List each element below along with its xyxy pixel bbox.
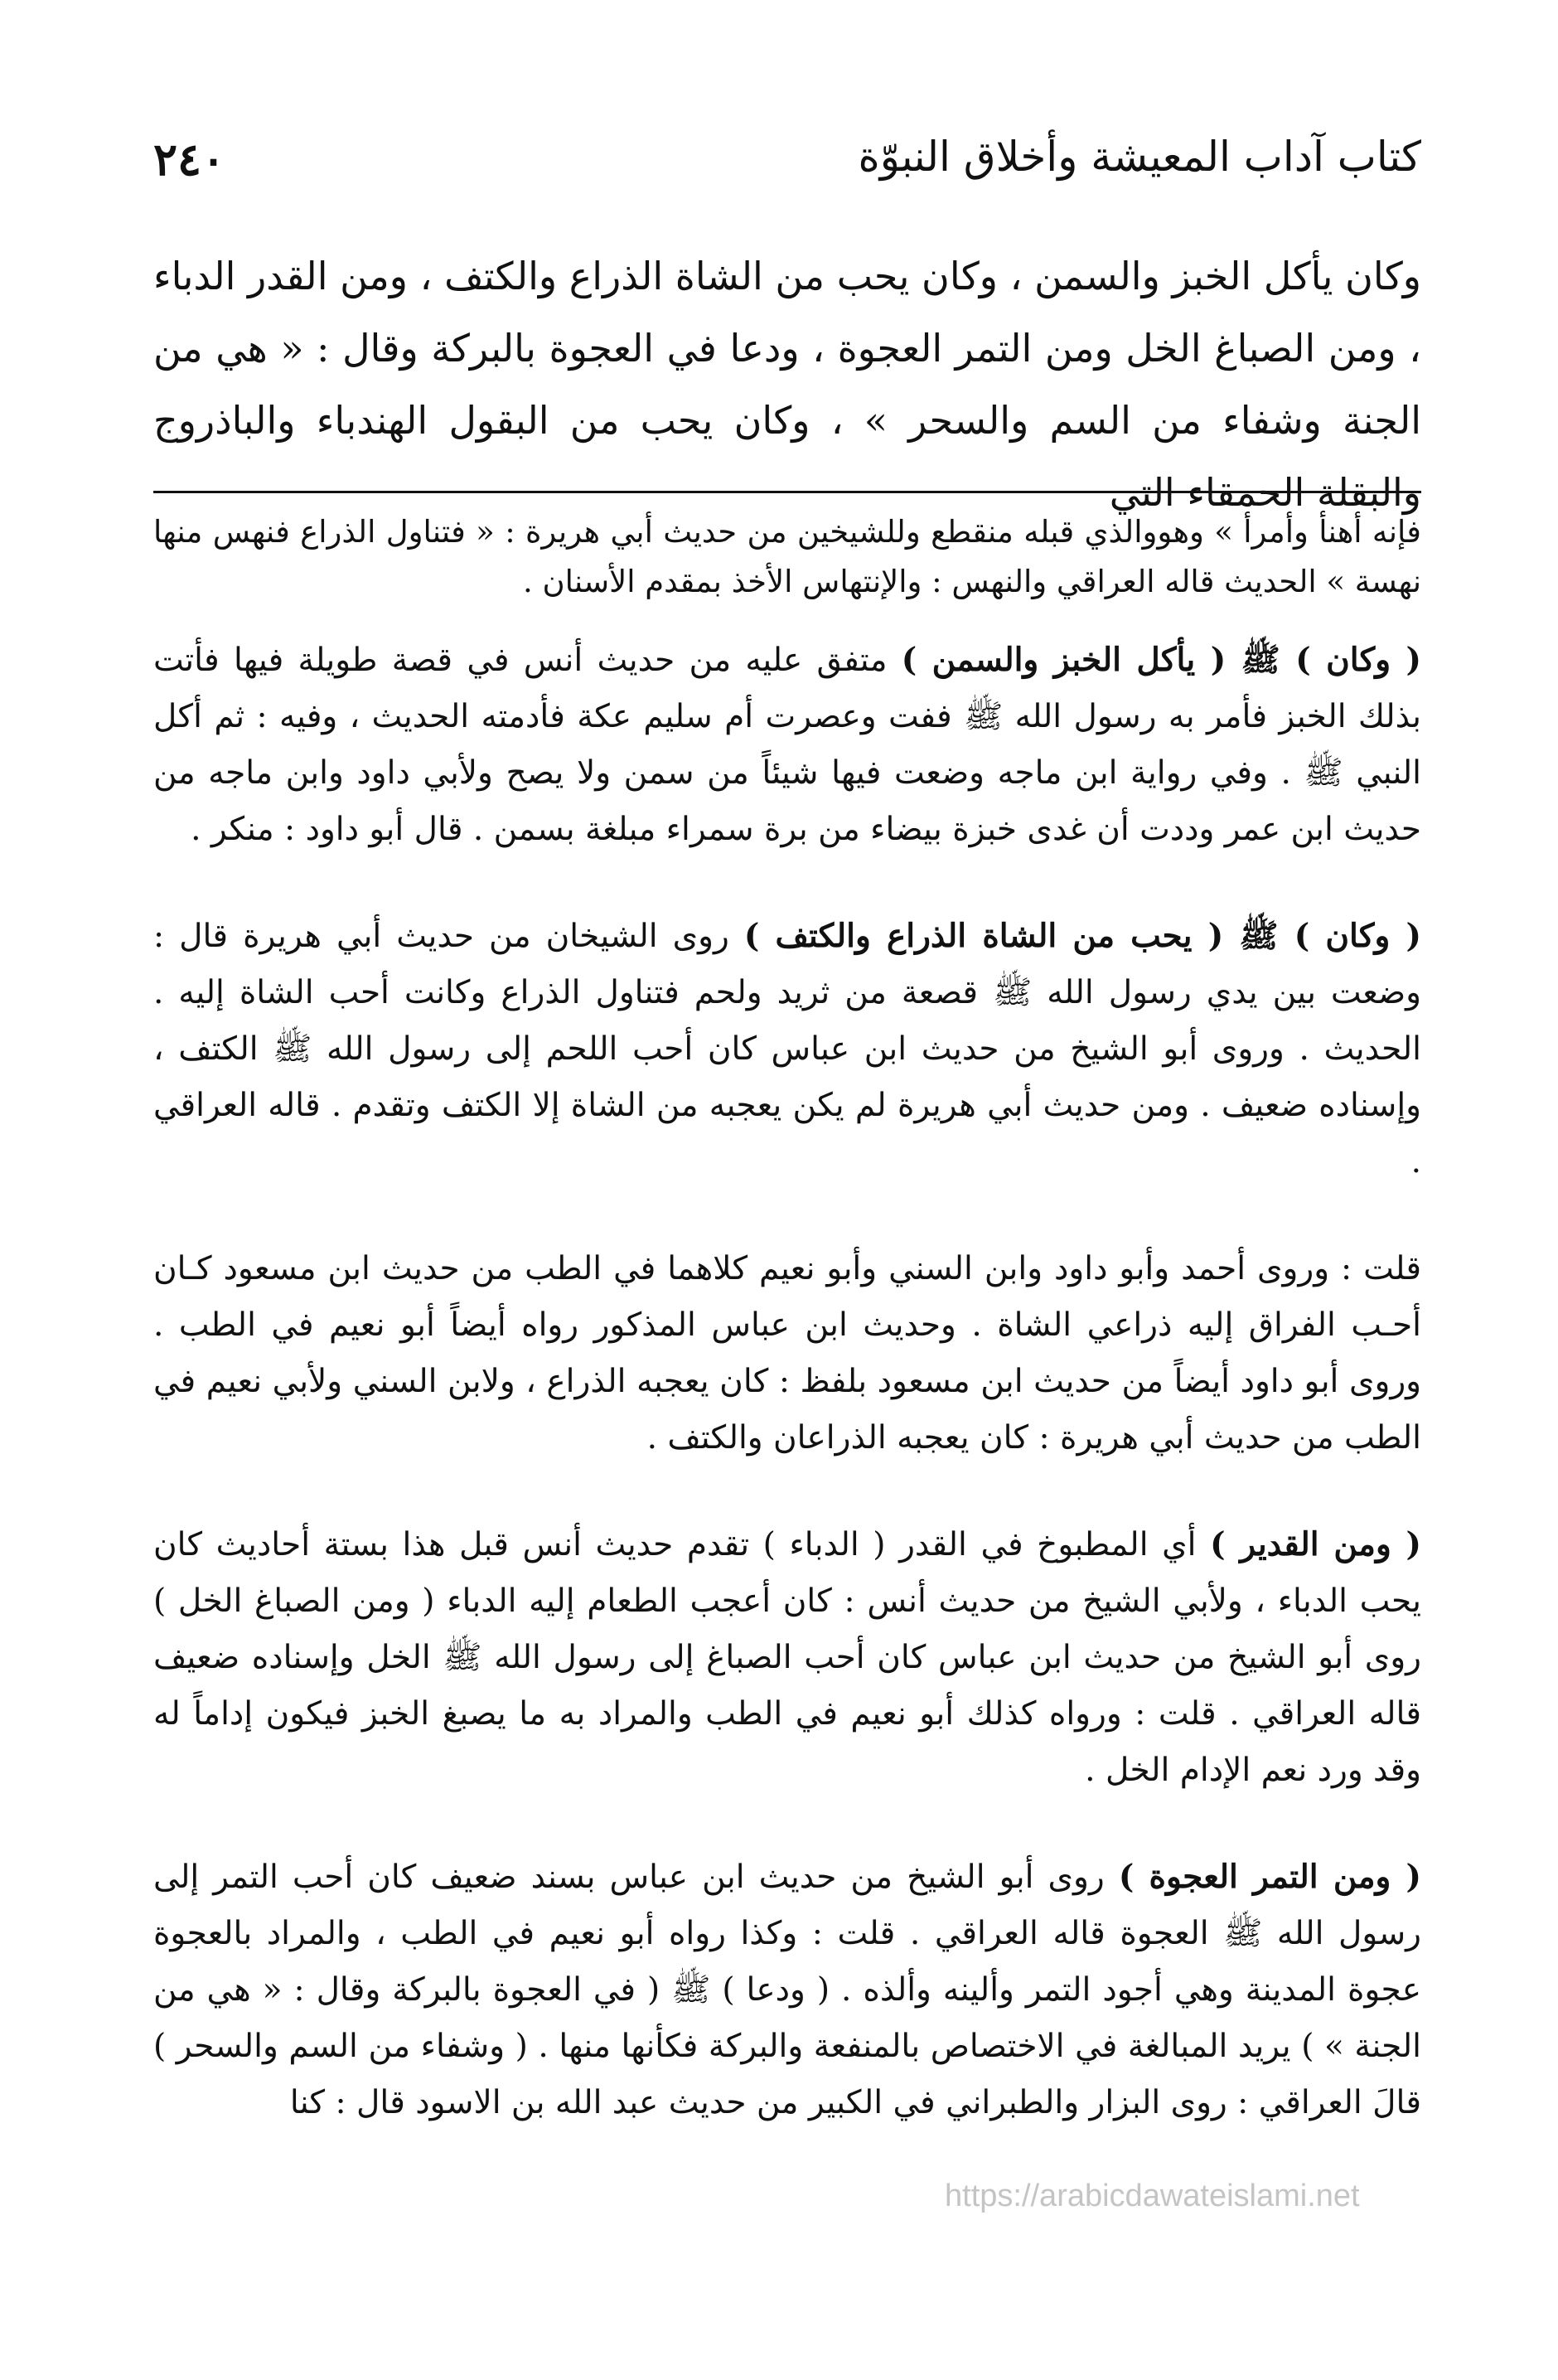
commentary-paragraph — [153, 908, 1421, 1190]
commentary-text: متفق عليه من حديث أنس في قصة طويلة فيها فأتت بذلك الخبز فأمر به رسول الله ﷺ ففت وعصرت أم سليم عكة فأدمته الحديث ، وفيه : ثم أكل النبي ﷺ . وفي رواية ابن ماجه وضعت فيها شيئاً من سمن ولا يصح ولأبي داود وابن ماجه من حديث ابن عمر وددت أن غدى خبزة بيضاء من برة سمراء مبلغة بسمن . قال أبو داود : منكر . — [153, 642, 1421, 848]
page-number: ٢٤٠ — [153, 133, 226, 186]
commentary-paragraph — [153, 632, 1421, 858]
commentary-text: أي المطبوخ في القدر ( الدباء ) تقدم حديث أنس قبل هذا بستة أحاديث كان يحب الدباء ، ولأبي الشيخ من حديث أنس : كان أعجب الطعام إليه الدباء ( ومن الصباغ الخل ) روى أبو الشيخ من حديث ابن عباس كان أحب الصباغ إلى رسول الله ﷺ الخل وإسناده ضعيف قاله العراقي . قلت : ورواه كذلك أبو نعيم في الطب والمراد به ما يصبغ الخبز فيكون إداماً له وقد ورد نعم الإدام الخل . — [153, 1526, 1421, 1789]
quoted-lemma: ( وكان ) ﷺ ( يحب من الشاة الذراع والكتف ) — [743, 917, 1421, 955]
book-title: كتاب آداب المعيشة وأخلاق النبوّة — [858, 133, 1421, 181]
watermark-url: https://arabicdawateislami.net — [945, 2179, 1360, 2213]
footnote-continuation: فإنه أهنأ وأمرأ » وهووالذي قبله منقطع وللشيخين من حديث أبي هريرة : « فتناول الذراع فنهس منها نهسة » الحديث قاله العراقي والنهس : والإنتهاس الأخذ بمقدم الأسنان . — [153, 514, 1421, 599]
quoted-lemma: ( وكان ) ﷺ ( يأكل الخبز والسمن ) — [901, 641, 1421, 679]
commentary-text: روى الشيخان من حديث أبي هريرة قال : وضعت بين يدي رسول الله ﷺ قصعة من ثريد ولحم فتناول الذراع وكانت أحب الشاة إليه . الحديث . وروى أبو الشيخ من حديث ابن عباس كان أحب اللحم إلى رسول الله ﷺ الكتف ، وإسناده ضعيف . ومن حديث أبي هريرة لم يكن يعجبه من الشاة إلا الكتف وتقدم . قاله العراقي . — [153, 918, 1421, 1180]
commentary-text: قلت : وروى أحمد وأبو داود وابن السني وأبو نعيم كلاهما في الطب من حديث ابن مسعود كـان أحـب الفراق إليه ذراعي الشاة . وحديث ابن عباس المذكور رواه أيضاً أبو نعيم في الطب . وروى أبو داود أيضاً من حديث ابن مسعود بلفظ : كان يعجبه الذراع ، ولابن السني ولأبي نعيم في الطب من حديث أبي هريرة : كان يعجبه الذراعان والكتف . — [153, 1250, 1421, 1457]
main-text: وكان يأكل الخبز والسمن ، وكان يحب من الشاة الذراع والكتف ، ومن القدر الدباء ، ومن الصباغ الخل ومن التمر العجوة ، ودعا في العجوة بالبركة وقال : « هي من الجنة وشفاء من السم والسحر » ، وكان يحب من البقول الهندباء والباذروج والبقلة الحمقاء التي — [153, 254, 1421, 515]
footnote-separator — [153, 491, 1421, 493]
commentary-paragraph — [153, 1516, 1421, 1799]
commentary-text: روى أبو الشيخ من حديث ابن عباس بسند ضعيف كان أحب التمر إلى رسول الله ﷺ العجوة قاله العراقي . قلت : وكذا رواه أبو نعيم في الطب ، والمراد بالعجوة عجوة المدينة وهي أجود التمر وألينه وألذه . ( ودعا ) ﷺ ( في العجوة بالبركة وقال : « هي من الجنة » ) يريد المبالغة في الاختصاص بالمنفعة والبركة فكأنها منها . ( وشفاء من السم والسحر ) قالَ العراقي : روى البزار والطبراني في الكبير من حديث عبد الله بن الاسود قال : كنا — [153, 1859, 1421, 2121]
quoted-lemma: ( ومن القدير ) — [1210, 1525, 1421, 1563]
commentary-paragraph — [153, 1849, 1421, 2131]
quoted-lemma: ( ومن التمر العجوة ) — [1118, 1858, 1422, 1896]
commentary-paragraph — [153, 1240, 1421, 1466]
commentary-section — [153, 507, 1421, 2131]
page-header — [153, 133, 1421, 191]
